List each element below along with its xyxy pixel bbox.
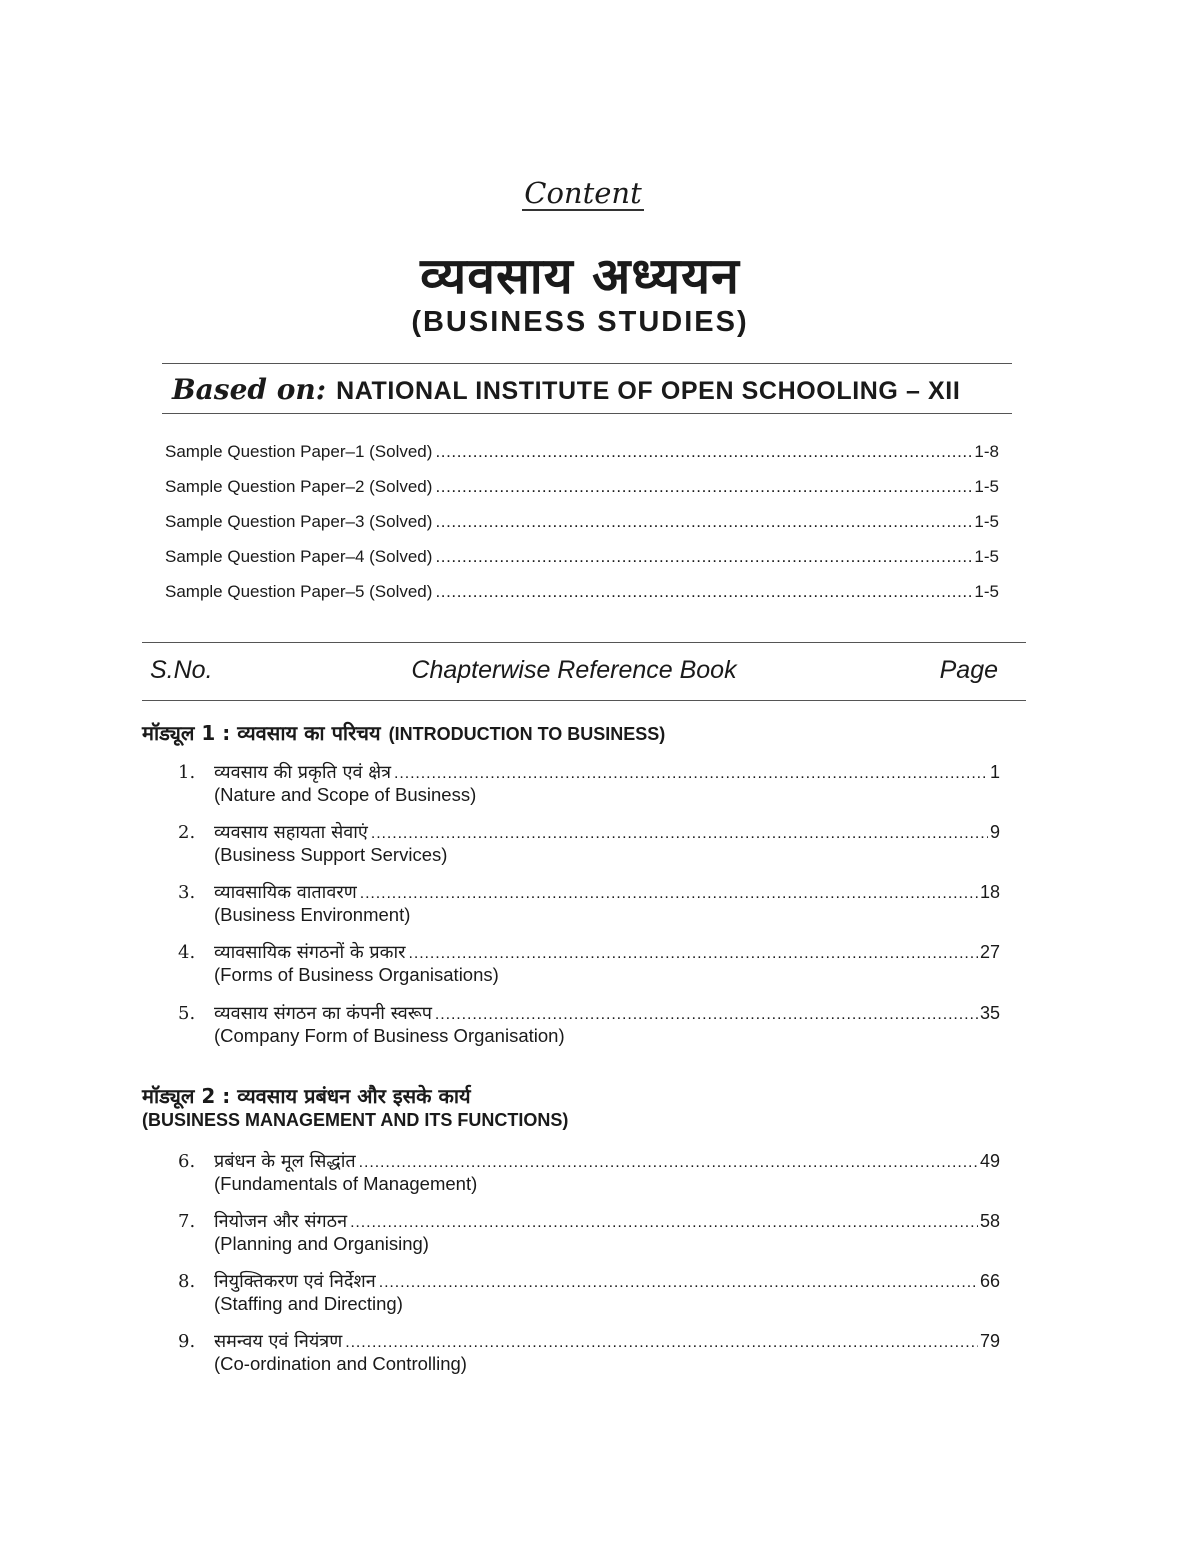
sample-paper-title: Sample Question Paper–5 (Solved)	[165, 582, 433, 601]
module-title-english: (BUSINESS MANAGEMENT AND ITS FUNCTIONS)	[142, 1110, 569, 1130]
chapter-title-hindi: व्यवसाय की प्रकृति एवं क्षेत्र	[214, 762, 392, 783]
header-sno: S.No.	[150, 656, 213, 684]
chapter-title-english: (Co-ordination and Controlling)	[214, 1353, 467, 1374]
chapter-entry	[178, 1269, 1000, 1315]
chapter-title-english: (Fundamentals of Management)	[214, 1173, 478, 1194]
sample-paper-item	[165, 512, 999, 534]
dot-leader	[360, 885, 978, 903]
divider	[142, 642, 1026, 643]
sample-paper-pages: 1-5	[974, 547, 999, 566]
dot-leader	[435, 547, 972, 567]
chapter-number: 1.	[178, 762, 196, 783]
sample-paper-pages: 1-5	[974, 477, 999, 496]
book-title-english: (BUSINESS STUDIES)	[411, 306, 749, 338]
chapter-number: 8.	[178, 1271, 196, 1292]
chapter-title-hindi: नियुक्तिकरण एवं निर्देशन	[214, 1271, 376, 1292]
chapter-entry	[178, 760, 1000, 806]
dot-leader	[435, 512, 972, 532]
chapter-title-hindi: समन्वय एवं नियंत्रण	[214, 1331, 343, 1352]
dot-leader	[435, 477, 972, 497]
chapter-title-english: (Business Environment)	[214, 904, 411, 925]
header-page: Page	[939, 656, 998, 684]
sample-paper-item	[165, 582, 999, 604]
chapter-title-english: (Staffing and Directing)	[214, 1293, 403, 1314]
chapter-page: 79	[979, 1331, 1000, 1351]
chapter-number: 4.	[178, 942, 196, 963]
sample-paper-pages: 1-5	[974, 582, 999, 601]
dot-leader	[409, 945, 978, 963]
chapter-entry	[178, 820, 1000, 866]
sample-paper-item	[165, 477, 999, 499]
chapter-title-hindi: नियोजन और संगठन	[214, 1211, 348, 1232]
chapter-entry	[178, 1149, 1000, 1195]
chapter-page: 66	[979, 1271, 1000, 1291]
chapter-entry	[178, 1329, 1000, 1375]
chapter-title-hindi: व्यवसाय सहायता सेवाएं	[214, 822, 368, 843]
chapter-title-english: (Nature and Scope of Business)	[214, 784, 477, 805]
dot-leader	[435, 442, 972, 462]
content-heading: Content	[524, 176, 642, 210]
sample-paper-pages: 1-8	[974, 442, 999, 461]
chapter-number: 7.	[178, 1211, 196, 1232]
table-header	[150, 656, 998, 690]
dot-leader	[371, 825, 988, 843]
dot-leader	[359, 1154, 978, 1172]
chapter-entry	[178, 880, 1000, 926]
divider	[162, 363, 1012, 364]
chapter-page: 35	[979, 1003, 1000, 1023]
sample-paper-title: Sample Question Paper–2 (Solved)	[165, 477, 433, 496]
based-on-label: Based on:	[172, 373, 327, 406]
dot-leader	[435, 582, 972, 602]
chapter-page: 1	[989, 762, 1000, 782]
module-title-english: (INTRODUCTION TO BUSINESS)	[388, 724, 666, 744]
module-heading	[142, 719, 665, 746]
chapter-entry	[178, 1209, 1000, 1255]
chapter-title-hindi: प्रबंधन के मूल सिद्धांत	[214, 1151, 356, 1172]
module-title-hindi: मॉड्यूल 1 : व्यवसाय का परिचय	[142, 721, 381, 745]
chapter-title-hindi: व्यावसायिक वातावरण	[214, 882, 357, 903]
chapter-title-english: (Forms of Business Organisations)	[214, 964, 499, 985]
chapter-title-english: (Planning and Organising)	[214, 1233, 429, 1254]
chapter-number: 2.	[178, 822, 196, 843]
header-title: Chapterwise Reference Book	[411, 656, 737, 684]
chapter-title-english: (Business Support Services)	[214, 844, 448, 865]
chapter-page: 18	[979, 882, 1000, 902]
dot-leader	[345, 1334, 978, 1352]
dot-leader	[435, 1006, 978, 1024]
sample-paper-item	[165, 442, 999, 464]
chapter-number: 5.	[178, 1003, 196, 1024]
book-title-hindi: व्यवसाय अध्ययन	[420, 247, 740, 305]
chapter-number: 9.	[178, 1331, 196, 1352]
chapter-number: 3.	[178, 882, 196, 903]
chapter-page: 58	[979, 1211, 1000, 1231]
sample-paper-title: Sample Question Paper–4 (Solved)	[165, 547, 433, 566]
dot-leader	[379, 1274, 978, 1292]
chapter-page: 27	[979, 942, 1000, 962]
sample-paper-title: Sample Question Paper–1 (Solved)	[165, 442, 433, 461]
sample-paper-title: Sample Question Paper–3 (Solved)	[165, 512, 433, 531]
chapter-page: 49	[979, 1151, 1000, 1171]
dot-leader	[394, 765, 988, 783]
chapter-title-hindi: व्यावसायिक संगठनों के प्रकार	[214, 942, 406, 963]
divider	[142, 700, 1026, 701]
based-on-line	[172, 373, 960, 406]
chapter-entry	[178, 1001, 1000, 1047]
module-title-hindi: मॉड्यूल 2 : व्यवसाय प्रबंधन और इसके कार्य	[142, 1084, 471, 1108]
divider	[162, 413, 1012, 414]
sample-paper-item	[165, 547, 999, 569]
chapter-title-hindi: व्यवसाय संगठन का कंपनी स्वरूप	[214, 1003, 432, 1024]
based-on-text: NATIONAL INSTITUTE OF OPEN SCHOOLING – XII	[336, 377, 961, 405]
chapter-page: 9	[989, 822, 1000, 842]
chapter-entry	[178, 940, 1000, 986]
chapter-number: 6.	[178, 1151, 196, 1172]
module-heading	[142, 1082, 471, 1109]
sample-paper-pages: 1-5	[974, 512, 999, 531]
dot-leader	[350, 1214, 978, 1232]
chapter-title-english: (Company Form of Business Organisation)	[214, 1025, 565, 1046]
